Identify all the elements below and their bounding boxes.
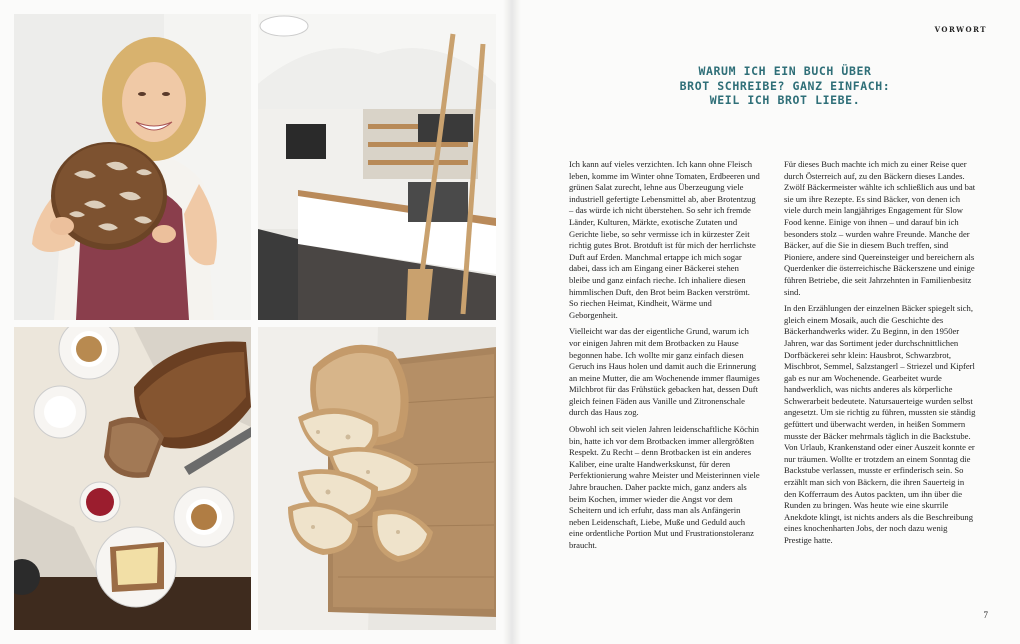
- woman-holding-bread-photo: [14, 14, 251, 320]
- section-label: VORWORT: [934, 25, 987, 34]
- heading-line: WARUM ICH EIN BUCH ÜBER: [698, 64, 872, 78]
- heading-line: BROT SCHREIBE? GANZ EINFACH:: [679, 78, 891, 93]
- bakery-interior-photo: [258, 14, 496, 320]
- paragraph: Für dieses Buch machte ich mich zu einer Reise quer durch Österreich auf, zu den Bäckern dieses Landes. Zwölf Bäckermeister wählte ich schließlich aus und bat sie um ihre Rezepte. Es sind Bäcker, von denen ich viele durch mein langjähriges Engagement für Slow Food kenne. Einige von ihnen – und darauf bin ich besonders stolz – wurden wahre Freunde. Manche der Bäcker, auf die Sie in diesem Buch treffen, sind Pioniere, andere sind Quereinsteiger und bereichern als Querdenker die österreichische Bäckerszene und einige führen Betriebe, die seit Jahrzehnten in Familienbesitz sind.: [784, 159, 976, 297]
- paragraph: Ich kann auf vieles verzichten. Ich kann ohne Fleisch leben, komme im Winter ohne Tomaten, Erdbeeren und grünen Salat zurecht, lehne aus Überzeugung viele industriell gefertigte Lebensmittel ab, aber Brotentzug – das würde ich nicht überstehen. So sehr ich fremde Länder, Kulturen, Märkte, exotische Zutaten und Gerichte liebe, so sehr vermisse ich in kürzester Zeit richtig gutes Brot. Brotduft ist für mich der herrlichste Duft auf Erden. Manchmal ertappe ich mich sogar dabei, dass ich am Eingang einer Bäckerei stehen bleibe und ganz einfach rieche. Ich inhaliere diesen himmlischen Duft, den Brot beim Backen verströmt. So riechen Heimat, Kindheit, Wärme und Geborgenheit.: [569, 159, 760, 320]
- book-gutter: [503, 0, 521, 644]
- paragraph: In den Erzählungen der einzelnen Bäcker spiegelt sich, gleich einem Mosaik, auch die Geschichte des Bäckerhandwerks wider. Zu Beginn, in den 1950er Jahren, war das Sortiment jeder durchschnittlichen Dorfbäckerei sehr klein: Hausbrot, Schwarzbrot, Mischbrot, Semmel, Salzstangerl – Striezel und Kipferl gab es nur am Wochenende. Gearbeitet wurde handwerklich, was nichts anderes als körperliche Schwerarbeit bedeutete. Natursauerteige wurden selbst angesetzt. Um sie richtig zu führen, mussten sie ständig gefüttert und überwacht werden, in heißen Sommern musste der Bäcker mehrmals täglich in die Backstube. Von Urlaub, Krankenstand oder einer Auszeit konnte er nur träumen. Wollte er trotzdem an einem Sonntag die Backstube verlassen, musste er erfinderisch sein. So erzählt man sich von Bäckern, die ihren Sauerteig in den Kofferraum des Autos packten, um ihn über die Runden zu bringen. Was heute wie eine skurrile Anekdote klingt, ist nichts anders als die Beschreibung eines knochenharten Jobs, der noch dazu wenig Prestige hatte.: [784, 303, 976, 545]
- paragraph: Obwohl ich seit vielen Jahren leidenschaftliche Köchin bin, hatte ich vor dem Brotbacken immer allergrößten Respekt. Zu Recht – denn Brotbacken ist ein anderes Kaliber, eine uralte Handwerkskunst, für deren Perfektionierung wahre Meister und Meisterinnen viele Jahre brauchen. Daher packte mich, ganz anders als beim Kochen, immer wieder die Angst vor dem Scheitern und ich erfuhr, dass man als Anfängerin neben Leidenschaft, Liebe, Muße und Geduld auch eine ordentliche Portion Mut und Frustrationstoleranz braucht.: [569, 424, 760, 550]
- sliced-bread-board-photo: [258, 327, 496, 630]
- page-number: 7: [983, 610, 988, 620]
- page-heading: [640, 64, 930, 108]
- heading-line: WEIL ICH BROT LIEBE.: [709, 93, 861, 107]
- text-column-left: [569, 159, 761, 557]
- breakfast-table-photo: [14, 327, 251, 630]
- paragraph: Vielleicht war das der eigentliche Grund, warum ich vor einigen Jahren mit dem Brotbacken zu Hause begonnen habe. Ich wollte mir ganz einfach diesen Geruch ins Haus holen und damit auch die Erinnerung an meine Mutter, die am Wochenende immer flaumiges Milchbrot für das Frühstück gebacken hat, dessen Duft gleich feinen Fäden aus Vanille und Zitronenschale durch das Haus zog.: [569, 326, 760, 418]
- text-column-right: [784, 159, 976, 552]
